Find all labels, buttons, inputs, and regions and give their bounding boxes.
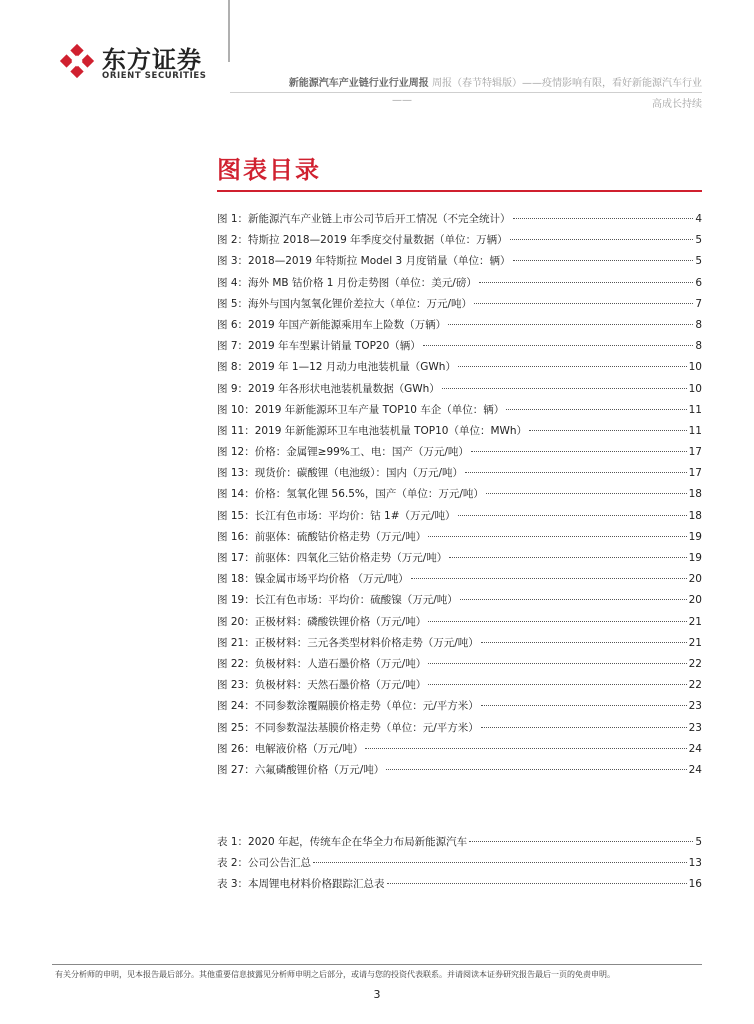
dot-leader: [442, 388, 687, 389]
figure-entry-label: 图 1：新能源汽车产业链上市公司节后开工情况（不完全统计）: [217, 213, 511, 225]
dot-leader: [423, 345, 694, 346]
dot-leader: [365, 748, 686, 749]
dot-leader: [458, 515, 687, 516]
brand-name-cn: 东方证券: [102, 46, 202, 74]
table-entry-page: 13: [688, 857, 702, 870]
figure-entry[interactable]: [217, 656, 702, 677]
figure-entry-page: 10: [688, 382, 702, 395]
figure-entry-label: 图 9：2019 年各形状电池装机量数据（GWh）: [217, 382, 440, 395]
figure-entry-page: 19: [688, 530, 702, 543]
report-header: [232, 77, 702, 90]
figure-entry-label: 图 21：正极材料：三元各类型材料价格走势（万元/吨）: [217, 636, 479, 649]
dot-leader: [481, 705, 687, 706]
toc-title-rule: [217, 190, 702, 192]
figure-entry-page: 24: [688, 742, 702, 755]
figure-entry-page: 7: [695, 297, 702, 310]
dot-leader: [313, 862, 687, 863]
dot-leader: [469, 841, 693, 842]
figure-entry-page: 18: [688, 509, 702, 522]
table-entry[interactable]: [217, 876, 702, 897]
figure-entry[interactable]: [217, 275, 702, 296]
table-entry-label: 表 1：2020 年起，传统车企在华全力布局新能源汽车: [217, 836, 468, 848]
figure-entry-page: 11: [688, 424, 702, 437]
figure-entry-page: 17: [688, 446, 702, 459]
figure-entry[interactable]: [217, 338, 702, 359]
figure-entry[interactable]: [217, 677, 702, 698]
figure-entry-page: 8: [695, 340, 702, 353]
figure-entry-page: 5: [695, 255, 702, 268]
dot-leader: [386, 769, 686, 770]
dot-leader: [460, 599, 687, 600]
figure-entry-label: 图 2：特斯拉 2018—2019 年季度交付量数据（单位：万辆）: [217, 234, 508, 247]
dot-leader: [465, 472, 687, 473]
figure-entry-page: 4: [695, 213, 702, 225]
figure-entry-page: 8: [695, 318, 702, 331]
figure-entry-label: 图 23：负极材料：天然石墨价格（万元/吨）: [217, 679, 427, 692]
figure-entry-label: 图 7：2019 年车型累计销量 TOP20（辆）: [217, 340, 421, 353]
dot-leader: [428, 663, 686, 664]
figure-entry-label: 图 20：正极材料：磷酸铁锂价格（万元/吨）: [217, 615, 427, 628]
figure-entry[interactable]: [217, 550, 702, 571]
brand-name-en: ORIENT SECURITIES: [102, 71, 207, 81]
figure-entry[interactable]: [217, 529, 702, 550]
table-entry[interactable]: [217, 834, 702, 855]
report-title: 新能源汽车产业链行业行业周报: [288, 78, 429, 89]
figure-entry[interactable]: [217, 317, 702, 338]
figure-entry[interactable]: [217, 635, 702, 656]
dot-leader: [387, 883, 687, 884]
figure-entry-page: 21: [688, 636, 702, 649]
figure-entry-label: 图 5：海外与国内氢氧化锂价差拉大（单位：万元/吨）: [217, 297, 473, 310]
report-header-line: [232, 77, 702, 90]
table-entry-page: 5: [695, 836, 702, 848]
table-entry[interactable]: [217, 855, 702, 876]
figure-entry-label: 图 4：海外 MB 钴价格 1 月份走势图（单位：美元/磅）: [217, 276, 477, 289]
footer-rule: [52, 964, 702, 965]
figure-entry-label: 图 11：2019 年新能源环卫车电池装机量 TOP10（单位：MWh）: [217, 424, 528, 437]
figure-entry-page: 24: [688, 763, 702, 776]
figure-entry-page: 18: [688, 488, 702, 501]
table-entry-page: 16: [688, 878, 702, 891]
figure-entry-label: 图 14：价格：氢氧化锂 56.5%，国产（单位：万元/吨）: [217, 488, 484, 501]
figure-entry[interactable]: [217, 444, 702, 465]
figure-entry-page: 22: [688, 679, 702, 692]
figure-entry-page: 20: [688, 573, 702, 586]
figure-entry[interactable]: [217, 762, 702, 783]
footer-disclaimer: 有关分析师的申明，见本报告最后部分。其他重要信息披露见分析师申明之后部分，或请与您的投资代表联系。并请阅读本证券研究报告最后一页的免责申明。: [55, 970, 615, 979]
figure-entry-label: 图 25：不同参数湿法基膜价格走势（单位：元/平方米）: [217, 721, 479, 734]
figure-entry[interactable]: [217, 614, 702, 635]
dot-leader: [428, 684, 686, 685]
figure-entry[interactable]: [217, 253, 702, 274]
figure-entry-label: 图 22：负极材料：人造石墨价格（万元/吨）: [217, 657, 427, 670]
figure-entry-label: 图 27：六氟磷酸锂价格（万元/吨）: [217, 763, 385, 776]
figure-entry[interactable]: [217, 720, 702, 741]
dot-leader: [506, 409, 686, 410]
figure-entry-page: 6: [695, 276, 702, 289]
figure-entry[interactable]: [217, 296, 702, 317]
figure-entry[interactable]: [217, 741, 702, 762]
figure-entry-page: 19: [688, 552, 702, 564]
figure-entry-page: 23: [688, 700, 702, 713]
figure-entry[interactable]: [217, 486, 702, 507]
dot-leader: [479, 282, 693, 283]
toc-title: 图表目录: [217, 156, 321, 184]
figure-entry[interactable]: [217, 232, 702, 253]
figure-list: [217, 211, 702, 783]
figure-entry[interactable]: [217, 592, 702, 613]
report-subtitle-dash: ——: [392, 95, 412, 106]
figure-entry-label: 图 6：2019 年国产新能源乘用车上险数（万辆）: [217, 318, 447, 331]
figure-entry-label: 图 13：现货价：碳酸锂（电池级）：国内（万元/吨）: [217, 467, 463, 480]
dot-leader: [529, 430, 687, 431]
dot-leader: [448, 324, 693, 325]
dot-leader: [474, 303, 693, 304]
table-list: [217, 834, 702, 898]
figure-entry-label: 图 17：前驱体：四氧化三钴价格走势（万元/吨）: [217, 552, 448, 564]
figure-entry-label: 图 3：2018—2019 年特斯拉 Model 3 月度销量（单位：辆）: [217, 255, 511, 268]
company-logo: [58, 40, 218, 86]
figure-entry-label: 图 16：前驱体：硫酸钴价格走势（万元/吨）: [217, 530, 427, 543]
figure-entry[interactable]: [217, 381, 702, 402]
figure-entry-page: 11: [688, 403, 702, 416]
dot-leader: [428, 621, 686, 622]
dot-leader: [481, 642, 687, 643]
figure-entry-label: 图 26：电解液价格（万元/吨）: [217, 742, 364, 755]
figure-entry-label: 图 12：价格：金属锂≥99%工、电：国产（万元/吨）: [217, 446, 469, 459]
figure-entry-label: 图 24：不同参数涂覆隔膜价格走势（单位：元/平方米）: [217, 700, 479, 713]
dot-leader: [471, 451, 687, 452]
figure-entry[interactable]: [217, 698, 702, 719]
figure-entry-label: 图 8：2019 年 1—12 月动力电池装机量（GWh）: [217, 361, 456, 374]
page-number: 3: [373, 988, 381, 1001]
dot-leader: [510, 239, 694, 240]
figure-entry[interactable]: [217, 402, 702, 423]
figure-entry-page: 22: [688, 657, 702, 670]
figure-entry-label: 图 15：长江有色市场：平均价：钴 1#（万元/吨）: [217, 509, 456, 522]
figure-entry[interactable]: [217, 359, 702, 380]
figure-entry[interactable]: [217, 508, 702, 529]
figure-entry-page: 17: [688, 467, 702, 480]
header-vertical-rule: [228, 0, 230, 62]
report-subtitle-continued: 高成长持续: [652, 99, 702, 110]
dot-leader: [513, 218, 694, 219]
figure-entry[interactable]: [217, 465, 702, 486]
figure-entry-label: 图 19：长江有色市场：平均价：硫酸镍（万元/吨）: [217, 594, 458, 607]
figure-entry-page: 21: [688, 615, 702, 628]
figure-entry-label: 图 10：2019 年新能源环卫车产量 TOP10 车企（单位：辆）: [217, 403, 505, 416]
figure-entry-page: 20: [688, 594, 702, 607]
orient-securities-logo-icon: [58, 42, 96, 80]
dot-leader: [428, 536, 686, 537]
figure-entry[interactable]: [217, 571, 702, 592]
dot-leader: [481, 727, 687, 728]
dot-leader: [513, 260, 694, 261]
dot-leader: [458, 366, 687, 367]
figure-entry-label: 图 18：镍金属市场平均价格 （万元/吨）: [217, 573, 409, 586]
figure-entry-page: 23: [688, 721, 702, 734]
figure-entry[interactable]: [217, 423, 702, 444]
table-entry-label: 表 3：本周锂电材料价格跟踪汇总表: [217, 878, 385, 891]
dot-leader: [411, 578, 687, 579]
table-entry-label: 表 2：公司公告汇总: [217, 857, 312, 870]
dot-leader: [449, 557, 686, 558]
header-rule: [230, 92, 702, 93]
figure-entry[interactable]: [217, 211, 702, 232]
dot-leader: [486, 493, 687, 494]
figure-entry-page: 10: [688, 361, 702, 374]
report-subtitle: 周报（春节特辑版）——疫情影响有限，看好新能源汽车行业: [432, 78, 702, 89]
figure-entry-page: 5: [695, 234, 702, 247]
